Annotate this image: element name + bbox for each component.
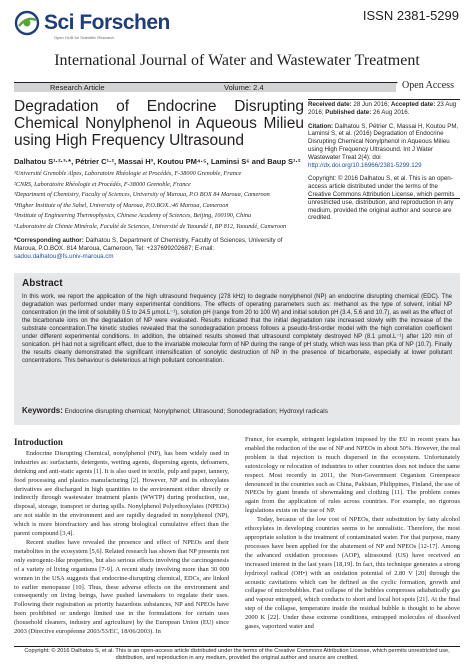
globe-icon: [14, 10, 40, 36]
footer-rule: [14, 646, 460, 647]
article-info-band: [14, 80, 460, 92]
paragraph: Endocrine Disrupting Chemical, nonylphenol (NP), has been widely used in industries as: surfactants, detergents, wetting agents, dispersing agents, defoamers, deinking and anti-static agents [1]. It is also used in textile, pulp and paper, tannery, food processing and plastics manufacturing [2]. However, NP and its ethoxylates derivatives are discharged in high quantities to the environment either directly or indirectly through wastewater treatment plants (WWTP) during production, use, disposal, storage, transport or during spills. Nonylphenol Polyethoxylates (NPEOs) are not stable in the environment and are rapidly degraded in nonylphenol (NP), which is more biorefractory and has strong biological cumulative effect than the parent compound [3,4].: [14, 449, 229, 538]
abstract-text: In this work, we report the application of the high ultrasound frequency (278 kHz) to degrade nonylphenol (NP) an endocrine disrupting chemical (EDC). The degradation was performed under many experimental conditions. The effects of operating parameters such as: methanol as the type of solvent, initial NP concentration (in the limit of solubility 0.5 to 24.5 µmol.L⁻¹), solution pH (range from 20 to 100 W) and initial solution pH (3.4, 5.6 and 10.7), as well as the effect of the bicarbonate ions on the degradation of NP were evaluated. Results indicated that the initial degradation rate increased slowly with the increase of the substrate concentration.The kinetic studies revealed that the sonodegradation process follows a pseudo-first-order model with the high correlation coefficient under different experimental conditions. In addition, the obtained results showed that ultrasound completely destroyed NP (8.1 µmol.L⁻¹) after 120 min of sonication. pH had not a significant effect, due to the invariable molecular form of NP during the range of pH study, which was less than pKa of NP (10.7). Finally the results clearly demonstrated the significant intensification of sonolytic destruction of NP in the presence of bicarbonate, especially at lower pollutant concentrations. This behaviour is deleterious at high pollutant concentration.: [22, 294, 452, 364]
sidebar-rule: [308, 198, 460, 199]
copyright: Copyright: © 2016 Dalhatou S, et al. This is an open-access article distributed under the terms of the Creative Commons Attribution License, which permits unrestricted use, distribution, and reproduction in any medium, provided the original author and source are credited.: [308, 175, 455, 222]
issn: ISSN 2381-5299: [362, 8, 459, 23]
affiliation: ²CNRS, Laboratoire Rhéologie et Procédés, F-38000 Grenoble, France: [14, 180, 191, 188]
footer-copyright: Copyright: © 2016 Dalhatou S, et al. This is an open-access article distributed under the terms of the Creative Commons Attribution License, which permits unrestricted use, distribution, and reproduction in any medium, provided the original author and source are credited.: [24, 648, 450, 661]
keywords: Keywords: Endocrine disrupting chemical; Nonylphenol; Ultrasound; Sonodegradation; Hydroxyl radicals: [22, 406, 328, 415]
body-right-column: [245, 436, 460, 632]
citation: Citation: Dalhatou S, Pétrier C, Massai H, Koutou PM, Laminsi S, et al. (2016) Degradation of Endocrine Disrupting Chemical Nonylphenol in Aqueous Milieu using High Frequency Ultrasound. Int J Water Wastewater Treat 2(4): doi http://dx.doi.org/10.16966/2381-5299.129: [308, 122, 459, 169]
publisher-logo: [14, 8, 170, 42]
affiliation: ⁴Higher Institute of the Sahel, University of Maroua, P.O.BOX.:46 Maroua, Cameroon: [14, 201, 229, 209]
article-title: Degradation of Endocrine Disrupting Chemical Nonylphenol in Aqueous Milieu using High Frequency Ultrasound: [14, 98, 304, 149]
paragraph: France, for example, stringent legislation imposed by the EU in recent years has enabled the reduction of the use of NP and NPEOs in about 50%. However, the real problem is that rejection is much dispersed in the ecosystem. Unfortunately sutoxicology or relocation of industries to other countries does not induce the same respect. Most recently in 2011, the Non-Government Organism Greenpeace denounced in the countries such as China, Pakistan, Philippines, Finland, the use of NPEOs by giant brands of showmaking and clothing [11]. The problem comes again from the application of rules across countries. For example, no rigorous legislations exists on the use of NP.: [245, 436, 460, 515]
affiliation: ⁶Laboratoire de Chimie Minérale, Faculté de Sciences, Université de Yaoundé I, BP 812, Yaoundé, Cameroon: [14, 222, 287, 230]
article-meta-sidebar: [308, 101, 460, 228]
dates: Received date: 28 Jun 2016; Accepted date: 23 Aug 2016; Published date: 26 Aug 2016.: [308, 101, 457, 116]
doi-link[interactable]: http://dx.doi.org/10.16966/2381-5299.129: [308, 161, 422, 169]
corresponding-author: [14, 237, 304, 261]
author-list: Dalhatou S¹·²·³·*, Pétrier C¹·², Massai H³, Koutou PM⁴·⁵, Laminsi S⁶ and Baup S¹·²: [14, 157, 301, 166]
corresponding-text: Dalhatou S, Department of Chemistry, Faculty of Sciences, University of Maroua, P.O.BOX. 814 Maroua, Cameroon, Tel: +237699202687; E-mail:: [14, 237, 283, 252]
volume: Volume: 2.4: [224, 83, 264, 92]
affiliation: ¹Université Grenoble Alpes, Laboratoire Rhéologie et Procédés, F-38000 Grenoble, France: [14, 170, 242, 177]
affiliation: ⁵Institute of Engineering Thermophysics, Chinese Academy of Sciences, Beijing, 100190, China: [14, 212, 252, 220]
corresponding-label: *Corresponding author:: [14, 237, 84, 244]
affiliations: [14, 169, 304, 233]
publisher-name: Sci Forschen: [44, 11, 170, 34]
sidebar-rule: [308, 99, 460, 100]
section-heading: Introduction: [14, 437, 63, 447]
email-link[interactable]: sadou.dalhatou@fs.univ-maroua.cm: [14, 253, 114, 260]
paragraph: Today, because of the low cost of NPEOs, their substitution by fatty alcohol ethoxylates in developing countries seems to be unrealistic. Therefore, the most appropriate solution is the treatment of contaminated water. For that purpose, many processes have been applied for the abatement of NP and NPEOs [12-17]. Among the advanced oxidation processes (AOP), ultrasound (US) have received an increased interest in the last years [18,19]. In fact, this technique generates a strong hydroxyl radical (OH•) with an oxidation potential of 2.80 V [20] through the acoustic cavitations which can be defined as the cyclic formation, growth and collapse of microbubbles. Fast collapse of the bubbles compresses adiabatically gas and vapour entrapped, which conducts to short and local hot spots [21]. At the final step of the collapse, temperature inside the residual bubble is thought to be above 2000 K [22]. Under these extreme conditions, entrapped molecules of dissolved gases, vaporized water and: [245, 516, 460, 631]
affiliation: ³Department of Chemistry, Faculty of Sciences, University of Maroua, P.O BOX 84 Maroua, Cameroon: [14, 191, 270, 199]
abstract-box: [14, 273, 460, 425]
publisher-tagline: Open HUB for Scientific Research: [54, 35, 115, 40]
article-type: Research Article: [50, 83, 105, 92]
abstract-heading: Abstract: [22, 278, 63, 289]
paragraph: Recent studies have revealed the presence and effect of NPEOs and their metabolites in the ecosystem [5,6]. Related research has shown that NP presents not only estrogenic-like properties, but also serious effects involving the carcinogenesis of a variety of living organisms [7-9]. A recent study involving more than 30 000 women in the USA suggests that endocrine-disrupting chemical, EDCs, are linked to earlier menopause [10]. Thus, these adverse effects on the environment and consequently on living beings, have pushed lawmakers to regulate their uses. Following their registration as priority hazardous substances, NP and NPEOs have been prohibited or undergo limited use in the formulations for certain uses (household cleaners, industry and agriculture) by the European Union (EU) since 2003 (Directive européenne 2003/53/EC, 18/06/2003). In: [14, 538, 229, 636]
body-left-column: [14, 438, 229, 637]
open-access-label: Open Access: [396, 79, 460, 92]
journal-title: International Journal of Water and Wastewater Treatment: [54, 52, 420, 69]
